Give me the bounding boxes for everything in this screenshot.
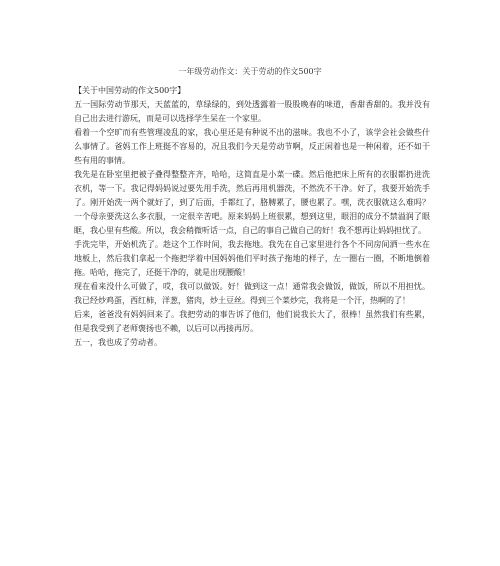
paragraph-7: 五一，我也成了劳动者。 — [74, 338, 162, 347]
paragraph-4: 手洗完毕，开始机洗了。趁这个工作时间，我去拖地。我先在自己家里进行各个不同房间洒一些水在地板上，然后我们拿起一个拖把学着中国妈妈他们平时孩子拖地的样子，左一圈右一圈，不断地倒着拖。哈哈，拖完了，还挺干净的，就是出现腰酸！ — [74, 240, 430, 277]
document-title: 一年级劳动作文：关于劳动的作文500字 — [178, 67, 322, 76]
document-body — [74, 84, 430, 350]
paragraph-6: 后来，爸爸没有妈妈回来了。我把劳动的事告诉了他们，他们说我长大了，很棒！虽然我们有些累，但是我受到了老师褒扬也不赖，以后可以再接再厉。 — [74, 310, 430, 333]
paragraph-1: 五一国际劳动节那天，天蓝蓝的，草绿绿的，到处透露着一股股晚春的味道，香甜香甜的。我并没有自己出去进行游玩，而是可以选择学生呆在一个家里。 — [74, 100, 430, 123]
paragraph-2: 看着一个空旷而有些管理凌乱的家，我心里还是有种说不出的滋味。我也不小了，该学会社会做些什么事情了。爸妈工作上班挺不容易的，况且我们今天是劳动节啊，反正闲着也是一种闲着，还不如干些有用的事情。 — [74, 128, 430, 165]
paragraph-3: 我先是在卧室里把被子叠得整整齐齐，哈哈，这简直是小菜一碟。然后他把床上所有的衣服都扔进洗衣机，等一下。我记得妈妈说过要先用手洗，然后再用机器洗，不然洗不干净。好了，我要开始洗手了。刚开始洗一两个就好了，到了后面，手都红了，胳膊累了，腰也累了。嘿，洗衣服就这么难吗？一个母亲要洗这么多衣服，一定很辛苦吧。原来妈妈上班很累，想到这里，眼泪的成分不禁溢润了眼眶，我心里有些酸。所以，我会稍微听话一点，自己的事自己做自己的好！我不想再让妈妈担忧了。 — [74, 170, 430, 235]
document-heading: 【关于中国劳动的作文500字】 — [74, 86, 186, 95]
paragraph-5: 现在看来没什么可做了，哎，我可以做饭。好！做到这一点！通常我会做饭，做饭，所以不用担忧。我已经炒鸡蛋，西红柿，洋葱，猪肉，炒土豆丝。得到三个菜炒完，我将是一个汗，热啊的了！ — [74, 282, 430, 305]
